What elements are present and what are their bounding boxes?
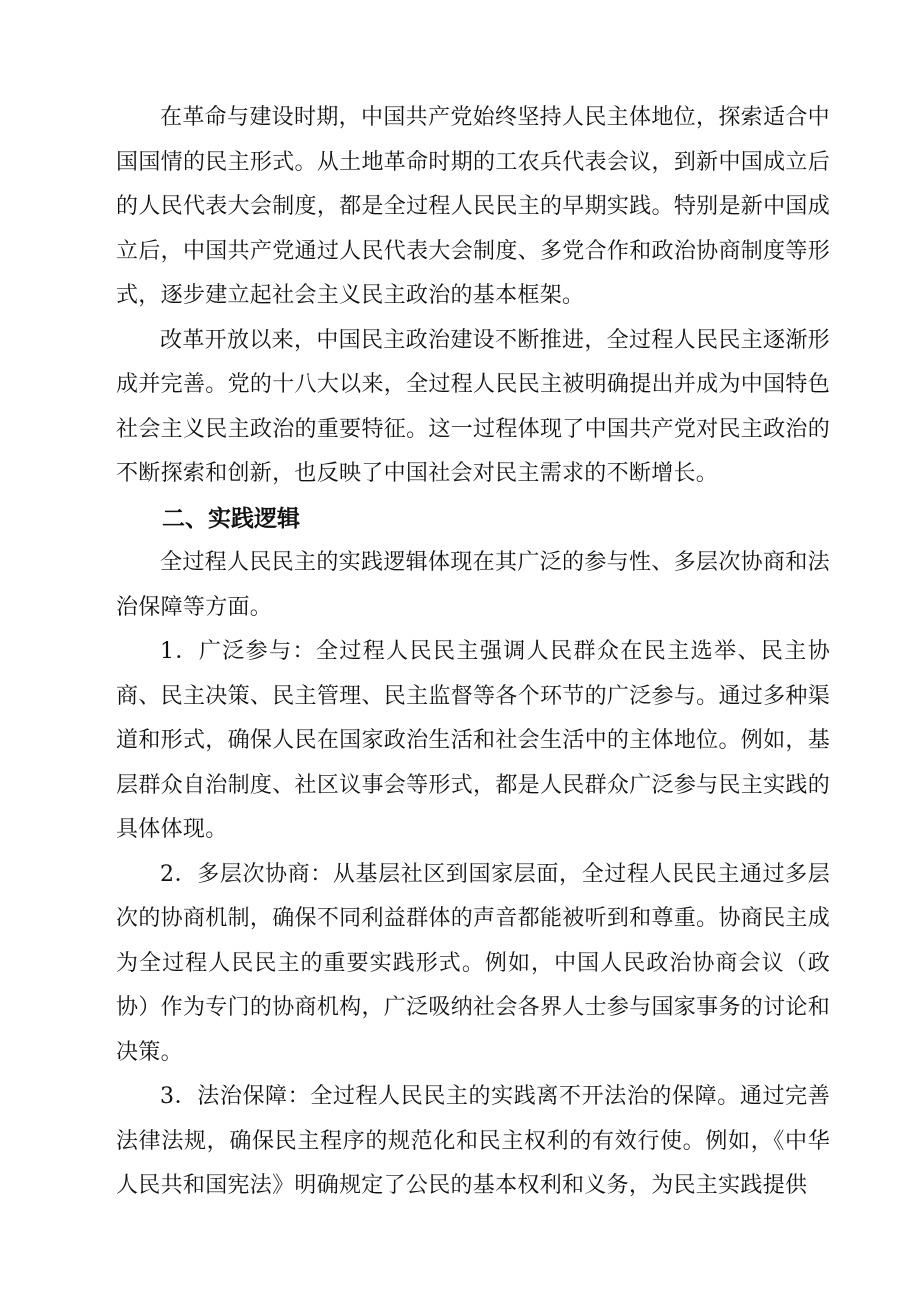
item-rule-of-law: 3．法治保障：全过程人民民主的实践离不开法治的保障。通过完善法律法规，确保民主程序的规范化和民主权利的有效行使。例如，《中华人民共和国宪法》明确规定了公民的基本权利和义务，为民主实践提供 — [116, 1084, 830, 1198]
section-heading: 二、实践逻辑 — [162, 505, 300, 532]
item-multilevel-consultation: 2．多层次协商：从基层社区到国家层面，全过程人民民主通过多层次的协商机制，确保不同利益群体的声音都能被听到和尊重。协商民主成为全过程人民民主的重要实践形式。例如，中国人民政治协商会议（政协）作为专门的协商机构，广泛吸纳社会各界人士参与国家事务的讨论和决策。 — [116, 861, 830, 1065]
paragraph-reform-era: 改革开放以来，中国民主政治建设不断推进，全过程人民民主逐渐形成并完善。党的十八大以来，全过程人民民主被明确提出并成为中国特色社会主义民主政治的重要特征。这一过程体现了中国共产党对民主政治的不断探索和创新，也反映了中国社会对民主需求的不断增长。 — [116, 327, 830, 486]
item-broad-participation: 1．广泛参与：全过程人民民主强调人民群众在民主选举、民主协商、民主决策、民主管理、民主监督等各个环节的广泛参与。通过多种渠道和形式，确保人民在国家政治生活和社会生活中的主体地位。例如，基层群众自治制度、社区议事会等形式，都是人民群众广泛参与民主实践的具体体现。 — [116, 639, 830, 842]
document-page — [116, 96, 830, 1209]
paragraph-revolution-era: 在革命与建设时期，中国共产党始终坚持人民主体地位，探索适合中国国情的民主形式。从土地革命时期的工农兵代表会议，到新中国成立后的人民代表大会制度，都是全过程人民民主的早期实践。特别是新中国成立后，中国共产党通过人民代表大会制度、多党合作和政治协商制度等形式，逐步建立起社会主义民主政治的基本框架。 — [116, 105, 830, 308]
section-intro: 全过程人民民主的实践逻辑体现在其广泛的参与性、多层次协商和法治保障等方面。 — [116, 550, 830, 620]
